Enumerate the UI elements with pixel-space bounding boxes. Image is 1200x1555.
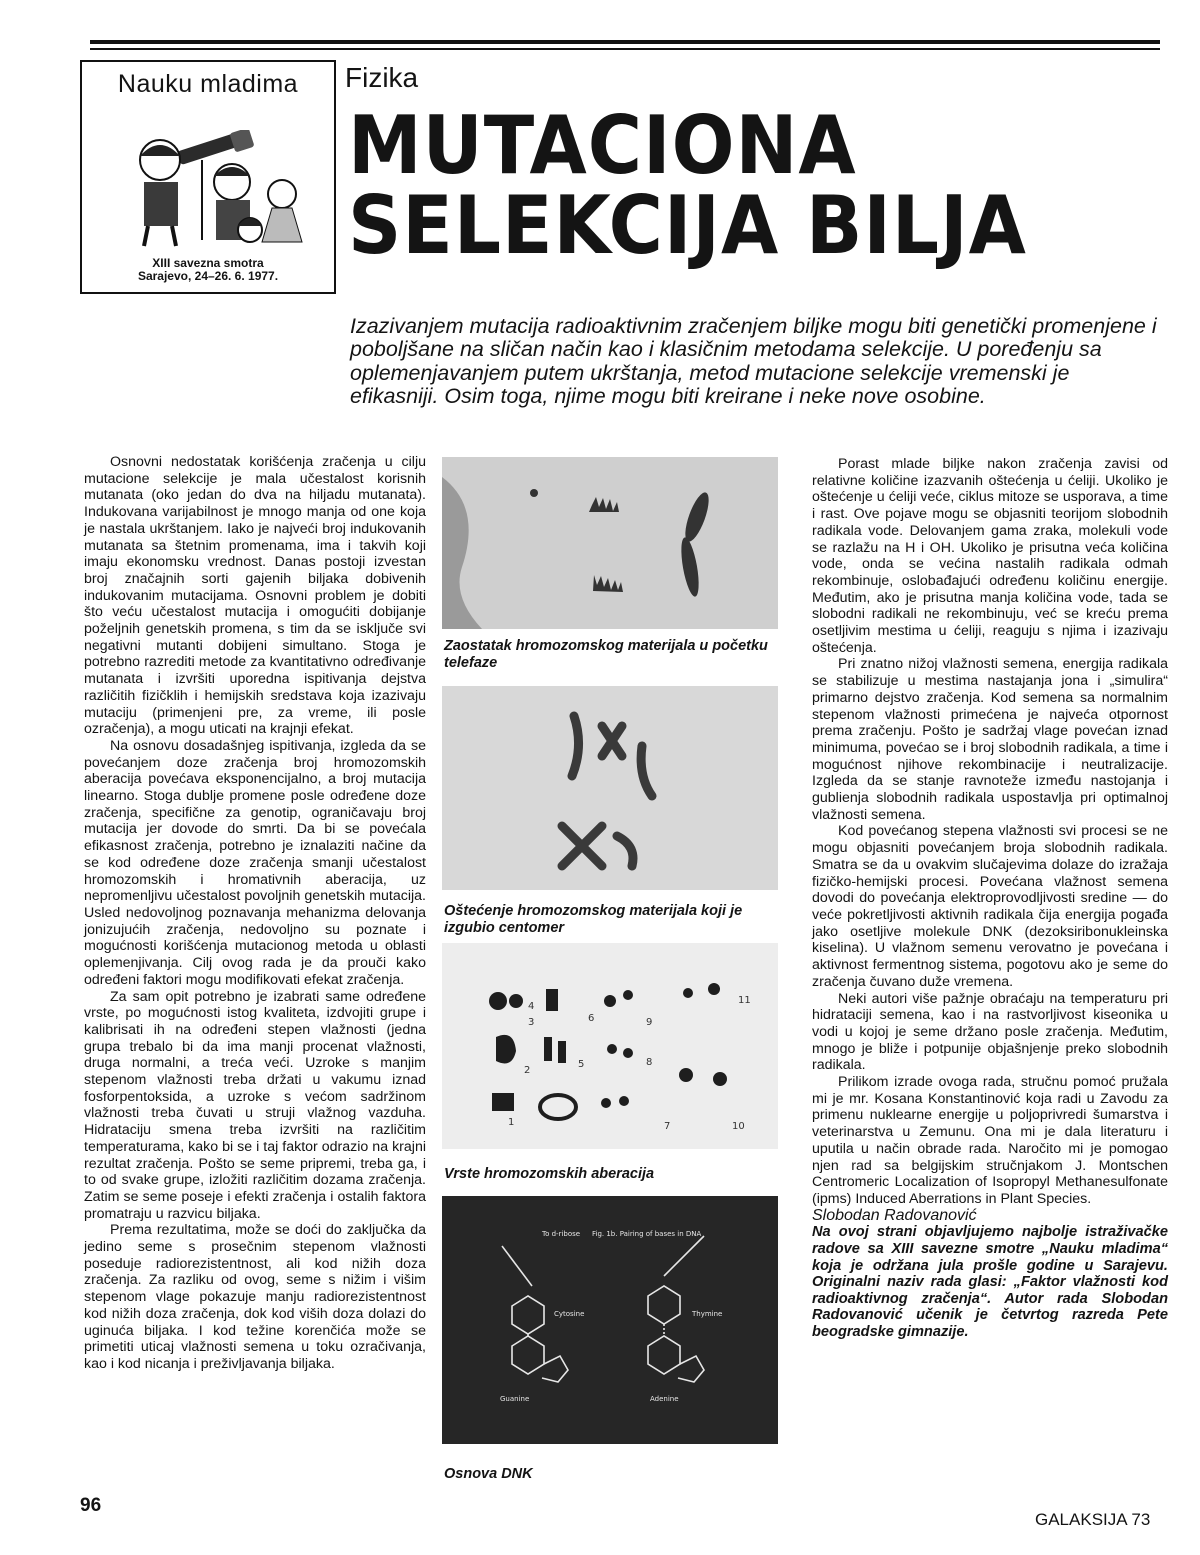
aberration-label: 8 (646, 1057, 653, 1068)
figure-caption: Osnova DNK (444, 1466, 533, 1482)
series-title: Nauku mladima (117, 70, 299, 98)
figure-caption: Vrste hromozomskih aberacija (444, 1166, 655, 1182)
series-caption (82, 257, 334, 283)
aberration-label: 9 (646, 1017, 653, 1028)
dna-label: To d-ribose (542, 1230, 581, 1238)
figure-aberrations-diagram (442, 943, 778, 1149)
series-caption-line: XIII savezna smotra (152, 256, 264, 270)
dna-label: Cytosine (554, 1310, 585, 1318)
body-paragraph: Na osnovu dosadašnjeg ispitivanja, izgleda da se povećanjem doze zračenja broj hromozomskih aberacija povećava eksponencijalno, a broj mutacija linearno. Stoga dublje promene posle određene doze zračenja, specifične za genotip, ograničavaju broj mutacija jer dovode do smrti. Da bi se povećala efikasnost zračenja, potrebno je iznalaziti načine da se kod određene doze zračenja smanji učestalost hromozomskih i hromativnih aberacija, uz nepromenljivu učestalost povoljnih genetskih mutacija. Usled nedovoljnog poznavanja mehanizma delovanja jonizujućih zračenja, nedovoljno su poznate i mogućnosti korišćenja mutacionog metoda u oblasti oplemenjivanja. Cilj ovog rada je da prouči kako određeni faktori mogu modifikovati efekat zračenja. (84, 737, 426, 988)
body-paragraph: Kod povećanog stepena vlažnosti svi procesi se ne mogu objasniti povećanjem broja slobodnih radikala. Smatra se da u ovakvim slučajevima dolaze do izražaja fizičko-hemijski procesi. Povećana vlažnost semena dovodi do povećanja elektroprovodljivosti sredine — do veće pokretljivosti aktivnih radikala čija energija pogađa jako osetljive molekule DNK (dezoksiribonukleinska kiselina). U vlažnom semenu verovatno je povećana i aktivnost fermentnog sistema, pogotovu ako je seme do zračenja čuvano duže vremena. (812, 823, 1168, 990)
headline (348, 99, 1027, 273)
top-rule-thin (90, 48, 1160, 50)
body-paragraph: Pri znatno nižoj vlažnosti semena, energija radikala se stabilizuje u mestima nastajanja jona i „simulira“ primarno dejstvo zračenja. Kod semena sa normalnim stepenom vlažnosti primećena je najveća otpornost prema zračenju. Pošto je sadržaj vlage povećan iznad minimuma, povećao se i broj slobodnih radikala, a time i mogućnost njihove rekombinacije i neutralizacije. Izgleda da se stanje ravnoteže između nastojanja i gublienja slobodnih radikala uspostavlja pri optimalnoj vlažnosti semena. (812, 656, 1168, 823)
series-box (80, 60, 336, 294)
aberration-label: 2 (524, 1065, 531, 1076)
aberration-label: 6 (588, 1013, 595, 1024)
body-paragraph: Za sam opit potrebno je izabrati same određene vrste, po mogućnosti istog kvaliteta, izdvojiti grupe i kalibrisati ih na određeni stepen vlažnosti (jedna grupa trebalo bi da ima manji procenat vlažnosti, druga normalni, a treća veći. Uzroke s manjim stepenom vlažnosti treba držati u vakumu iznad fosforpentoksida, a uzroke s većom sadržinom vlažnosti treba čuvati u struji vlažnog vazduha. Hidrataciju smena treba izvršiti na različitim temperaturama, kako bi se i taj faktor odrazio na krajni rezultat zračenja. Pošto se seme pripremi, treba ga, i to od svake grupe, izložiti različitim dozama zračenja. Zatim se seme poseje i efekti zračenja i ostalih faktora promatraju u razvicu biljaka. (84, 988, 426, 1222)
aberration-label: 7 (664, 1121, 671, 1132)
figure-dna-base-pairing (442, 1196, 778, 1444)
figure-chromosome-damage-photo (442, 686, 778, 890)
figure-telophase-photo (442, 457, 778, 629)
top-rule-thick (90, 40, 1160, 44)
body-paragraph: Prilikom izrade ovoga rada, stručnu pomoć pružala mi je mr. Kosana Konstantinović koja radi u Zavodu za primenu nuklearne energije u poljoprivredi šumarstva i veterinarstva u Zemunu. Ona mi je dala literaturu i uputila u način obrade rada. Naročito mi je pomogao njen rad sa belgijskim stručnjakom J. Montschen Centromeric Localization of Isopropyl Methanesulfonate (ipms) Induced Aberrations in Plant Species. (812, 1074, 1168, 1207)
body-paragraph: Porast mlade biljke nakon zračenja zavisi od relativne količine izazvanih oštećenja u ćeliji. Ukoliko je oštećenje u ćeliji veće, ciklus mitoze se usporava, a time i rast. Ove pojave mogu se objasniti teorijom slobodnih radikala vode. Delovanjem gama zraka, molekuli vode se razlažu na H i OH. Ukoliko je prisutna veća količina vode, onda se većina nastalih radikala odmah rekombinuje, oslobađajući određenu količinu energije. Međutim, ako je prisutna manja količina vode, tada se slobodni radikali ne rekombinuju, već se kreću prema osetljivim mestima u ćeliji, reaguju s njima i izazivaju oštećenja. (812, 456, 1168, 656)
children-telescope-illustration (82, 130, 334, 250)
section-label: Fizika (345, 62, 419, 93)
aberration-label: 5 (578, 1059, 585, 1070)
aberration-label: 11 (738, 995, 751, 1006)
headline-line: MUTACIONA (348, 99, 857, 193)
lead-paragraph: Izazivanjem mutacija radioaktivnim zračenjem biljke mogu biti genetički promenjene i poboljšane na sličan način kao i klasičnim metodama selekcije. U poređenju sa oplemenjavanjem putem ukrštanja, metod mutacione selekcije vremenski je efikasniji. Osim toga, njime mogu biti kreirane i neke nove osobine. (350, 314, 1157, 408)
aberration-label: 10 (732, 1121, 745, 1132)
body-paragraph: Osnovni nedostatak korišćenja zračenja u cilju mutacione selekcije je mala učestalost korisnih mutanata (oko jedan do dva na hiljadu mutanata). Indukovana varijabilnost je mnogo manja od one koja je nastala ukrštanjem. Iako je najveći broj indukovanih mutanata sa štetnim promenama, ima i takvih koji imaju ekonomsku vrednost. Danas postoji izvestan broj značajnih sorti gajenih biljaka dobivenih indukovanim mutacijama. Osnovni problem je dobiti što veću učestalost mutacija i omogućiti dobijanje poželjnih genetskih promena, s tim da se isključe svi negativni mutanti dobijeni simultano. Stoga je potrebno razrediti metode za kvantitativno određivanje mutanata i izvršiti uporedna ispitivanja dejstva različitih fizičklih i hemijskih sredstava koja izazivaju mutaciju (primenjeni pre, za vreme, ili posle ozračenja), a mogu uticati na krajnji efekat. (84, 454, 426, 738)
dna-label: Thymine (692, 1310, 723, 1318)
aberration-label: 4 (528, 1001, 535, 1012)
aberration-label: 3 (528, 1017, 535, 1028)
dna-label: Fig. 1b. Pairing of bases in DNA (592, 1230, 702, 1238)
dna-label: Guanine (500, 1395, 530, 1403)
dna-label: Adenine (650, 1395, 679, 1403)
body-paragraph: Neki autori više pažnje obraćaju na temperaturu pri hidrataciji semena, kao i na rastvorljivost kiseonika u vodi u kojoj je seme držano posle zračenja. Međutim, mnogo je bliže i potpunije objašnjenje preko slobodnih radikala. (812, 990, 1168, 1074)
editor-note: Na ovoj strani objavljujemo najbolje istraživačke radove sa XIII savezne smotre „Nauku mladima“ koja je održana jula prošle godine u Sarajevu. Originalni naziv rada glasi: „Faktor vlažnosti kod radioaktivnog zračenja“. Autor rada Slobodan Radovanović učenik je četvrtog razreda Pete beogradske gimnazije. (812, 1224, 1168, 1340)
figure-caption: Oštećenje hromozomskog materijala koji je izgubio centomer (444, 903, 743, 936)
body-paragraph: Prema rezultatima, može se doći do zaključka da jedino seme s prosečnim stepenom vlažnosti poseduje radiorezistentnost, ali kod nižih doza zračenja. Za razliku od ovog, seme s nižim i višim stepenom vlage pokazuje manju radiorezistentnost kod nižih doza zračenja, dok kod viših doza dolazi do uginuća biljaka. I kod težine korenčića može se primetiti uticaj vlažnosti semena u toku ozračivanja, kao i kod nicanja i preživljavanja biljaka. (84, 1222, 426, 1372)
magazine-issue: GALAKSIJA 73 (1035, 1510, 1151, 1529)
page-number: 96 (80, 1495, 102, 1516)
aberration-label: 1 (508, 1117, 515, 1128)
article-column-left (84, 454, 426, 1373)
figure-caption: Zaostatak hromozomskog materijala u početku telefaze (444, 638, 768, 671)
headline-line: SELEKCIJA BILJA (348, 179, 1027, 273)
series-caption-line: Sarajevo, 24–26. 6. 1977. (137, 269, 279, 283)
article-column-right (812, 456, 1168, 1341)
author-signature: Slobodan Radovanović (812, 1206, 977, 1224)
